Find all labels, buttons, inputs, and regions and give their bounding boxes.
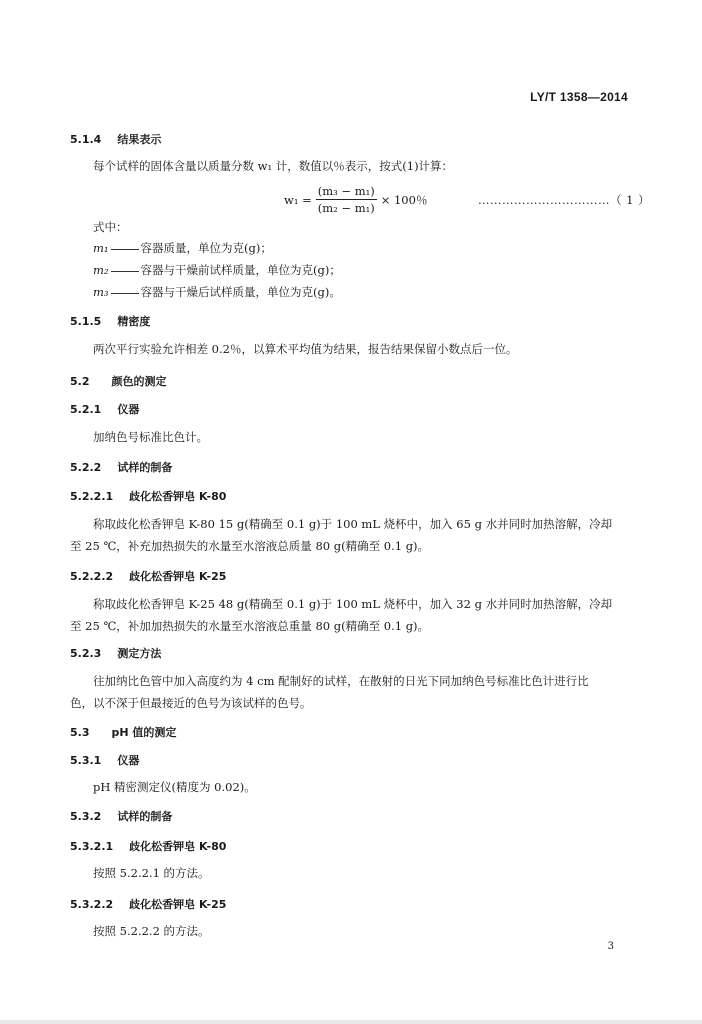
- heading-5-2-2-1: [70, 488, 226, 504]
- heading-5-3-2: [70, 808, 172, 824]
- paragraph: 两次平行实验允许相差 0.2％，以算术平均值为结果，报告结果保留小数点后一位。: [93, 342, 518, 356]
- paragraph-line: 称取歧化松香钾皂 K-80 15 g(精确至 0.1 g)于 100 mL 烧杯中，加入 65 g 水并同时加热溶解，冷却: [93, 517, 613, 531]
- section-number: 5.1.5: [70, 315, 102, 328]
- section-number: 5.3: [70, 726, 90, 739]
- heading-5-3: [70, 724, 176, 740]
- section-number: 5.3.2: [70, 810, 102, 823]
- equation-number: ……………………………（ 1 ）: [478, 193, 651, 207]
- paragraph: 按照 5.2.2.2 的方法。: [93, 924, 210, 938]
- em-dash: [111, 271, 139, 272]
- definition-text: 容器与干燥后试样质量，单位为克(g)。: [140, 285, 341, 299]
- heading-5-3-1: [70, 752, 139, 768]
- section-title: 歧化松香钾皂 K-80: [129, 490, 227, 503]
- paragraph-line: 色，以不深于但最接近的色号为该试样的色号。: [70, 696, 312, 710]
- definition-m2: [93, 262, 341, 278]
- section-number: 5.2.3: [70, 647, 102, 660]
- formula-1: [284, 184, 427, 215]
- section-number: 5.2.2.1: [70, 490, 114, 503]
- section-number: 5.3.2.1: [70, 840, 114, 853]
- heading-5-2-2: [70, 459, 172, 475]
- heading-5-3-2-2: [70, 896, 226, 912]
- where-label: 式中：: [93, 220, 128, 234]
- bottom-scrollbar-strip: [0, 1020, 702, 1024]
- page-number: 3: [607, 941, 614, 952]
- em-dash: [111, 293, 139, 294]
- heading-5-2-2-2: [70, 568, 226, 584]
- heading-5-2-1: [70, 401, 139, 417]
- section-title: 结果表示: [117, 133, 162, 146]
- symbol: m₁: [93, 241, 109, 255]
- section-number: 5.2.1: [70, 403, 102, 416]
- heading-5-2: [70, 373, 167, 389]
- section-title: pH 值的测定: [111, 726, 177, 739]
- em-dash: [111, 249, 139, 250]
- section-title: 测定方法: [117, 647, 162, 660]
- section-title: 歧化松香钾皂 K-25: [129, 898, 227, 911]
- section-title: 试样的制备: [117, 810, 173, 823]
- section-number: 5.3.1: [70, 754, 102, 767]
- section-number: 5.3.2.2: [70, 898, 114, 911]
- definition-text: 容器质量，单位为克(g)；: [140, 241, 272, 255]
- formula-rhs: × 100％: [380, 192, 428, 207]
- heading-5-3-2-1: [70, 838, 226, 854]
- section-title: 仪器: [117, 403, 140, 416]
- section-title: 精密度: [117, 315, 151, 328]
- section-title: 颜色的测定: [111, 375, 167, 388]
- section-number: 5.2: [70, 375, 90, 388]
- paragraph-line: 往加纳比色管中加入高度约为 4 cm 配制好的试样，在散射的日光下同加纳色号标准比色计进行比: [93, 674, 589, 688]
- heading-5-1-4: [70, 131, 161, 147]
- section-number: 5.2.2: [70, 461, 102, 474]
- formula-denominator: (m₂ − m₁): [317, 201, 375, 215]
- definition-m3: [93, 284, 341, 300]
- heading-5-2-3: [70, 645, 161, 661]
- paragraph: 加纳色号标准比色计。: [93, 430, 208, 444]
- section-title: 歧化松香钾皂 K-25: [129, 570, 227, 583]
- formula-numerator: (m₃ − m₁): [317, 184, 375, 198]
- section-number: 5.1.4: [70, 133, 102, 146]
- section-number: 5.2.2.2: [70, 570, 114, 583]
- paragraph: pH 精密测定仪(精度为 0.02)。: [93, 780, 256, 794]
- section-title: 仪器: [117, 754, 140, 767]
- definition-text: 容器与干燥前试样质量，单位为克(g)；: [140, 263, 341, 277]
- section-title: 歧化松香钾皂 K-80: [129, 840, 227, 853]
- formula-fraction: [316, 184, 377, 215]
- heading-5-1-5: [70, 313, 150, 329]
- paragraph-line: 至 25 ℃，补加加热损失的水量至水溶液总重量 80 g(精确至 0.1 g)。: [70, 619, 430, 633]
- symbol: m₂: [93, 263, 109, 277]
- formula-lhs: w₁ =: [284, 192, 312, 207]
- symbol: m₃: [93, 285, 109, 299]
- section-title: 试样的制备: [117, 461, 173, 474]
- paragraph-line: 至 25 ℃，补充加热损失的水量至水溶液总质量 80 g(精确至 0.1 g)。: [70, 539, 430, 553]
- standard-number: LY/T 1358—2014: [530, 90, 628, 104]
- definition-m1: [93, 240, 272, 256]
- paragraph-line: 称取歧化松香钾皂 K-25 48 g(精确至 0.1 g)于 100 mL 烧杯中，加入 32 g 水并同时加热溶解，冷却: [93, 597, 613, 611]
- paragraph: 按照 5.2.2.1 的方法。: [93, 866, 210, 880]
- paragraph: 每个试样的固体含量以质量分数 w₁ 计，数值以％表示，按式(1)计算：: [93, 159, 454, 173]
